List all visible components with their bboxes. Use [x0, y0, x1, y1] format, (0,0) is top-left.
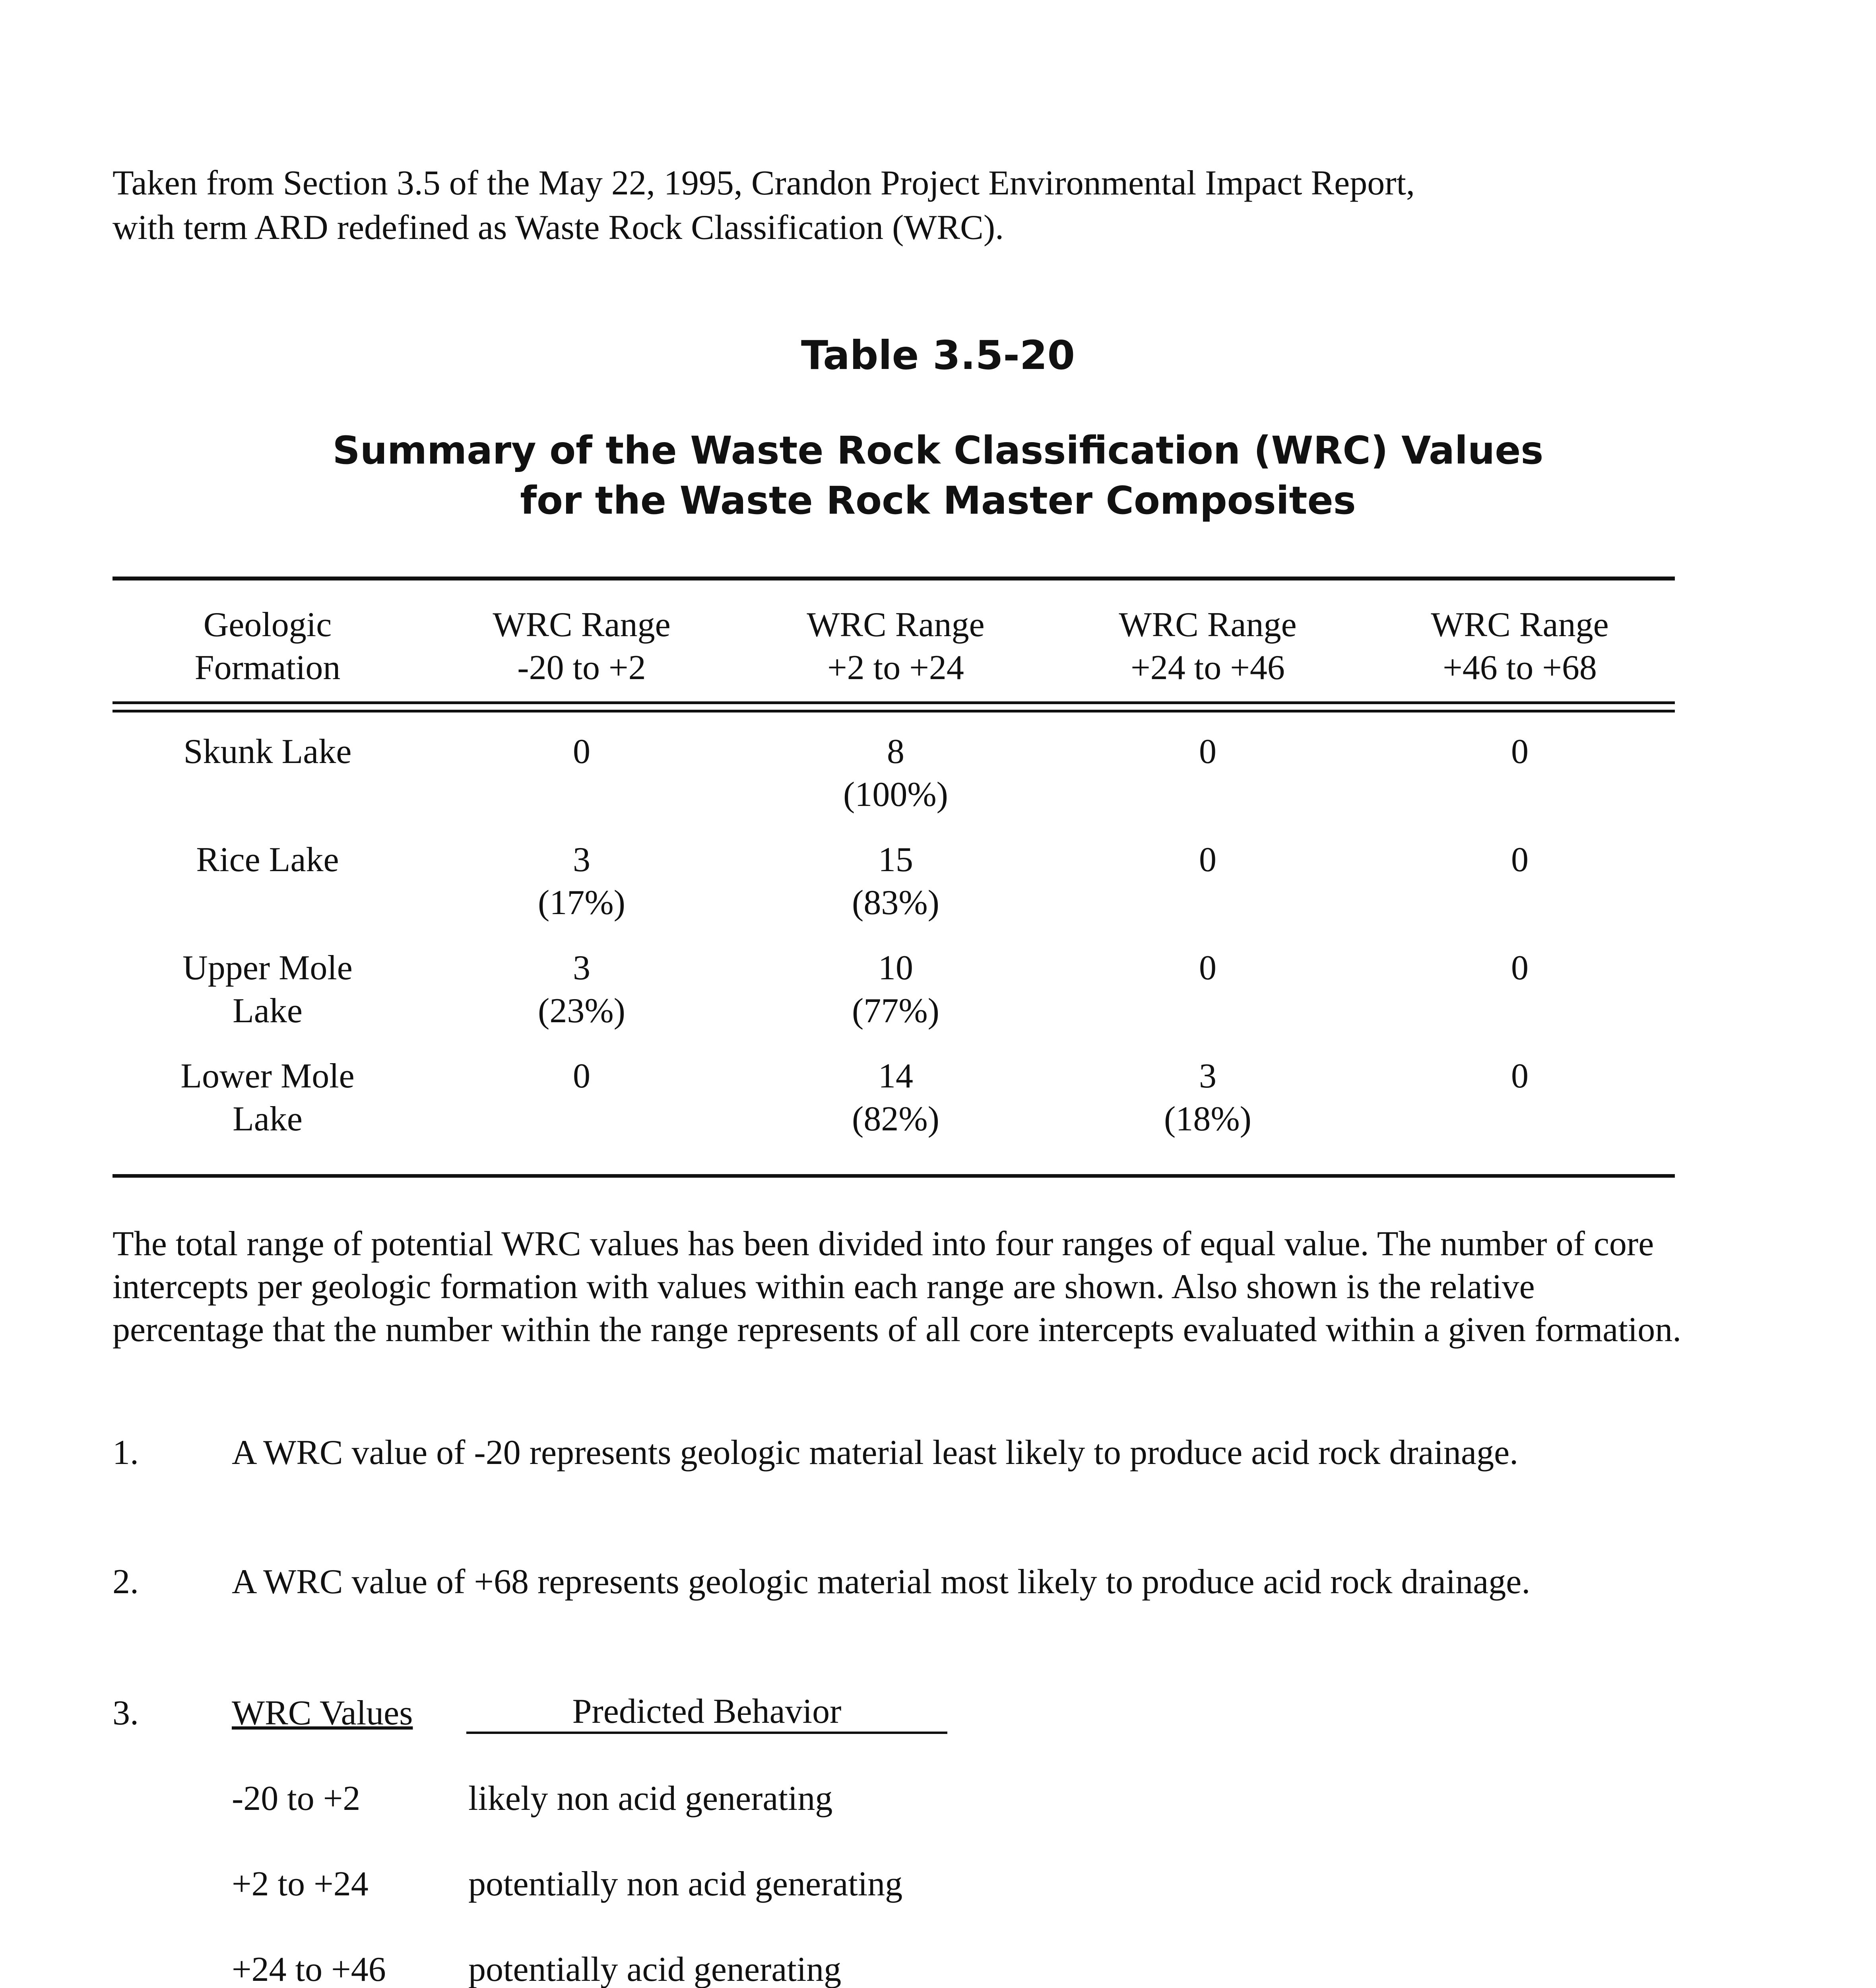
- count-value: 15: [878, 841, 913, 879]
- behavior-description: potentially non acid generating: [468, 1865, 903, 1903]
- behavior-range: +24 to +46: [232, 1950, 386, 1988]
- intro-line-2: with term ARD redefined as Waste Rock Classification (WRC).: [113, 208, 1004, 247]
- percent-value: (17%): [538, 883, 625, 922]
- header-line: -20 to +2: [517, 648, 646, 687]
- formation-cell: [113, 1055, 423, 1163]
- table-number: Table 3.5-20: [801, 332, 1075, 379]
- count-cell: [741, 947, 1051, 1055]
- header-line: WRC Range: [807, 606, 985, 644]
- count-cell: [741, 730, 1051, 839]
- count-value: 3: [1199, 1057, 1216, 1095]
- count-cell: [1051, 730, 1365, 839]
- formation-name-cont: Lake: [233, 992, 303, 1030]
- wrc-values-heading: WRC Values: [232, 1694, 413, 1732]
- percent-value: (23%): [538, 992, 625, 1030]
- count-value: 0: [1511, 841, 1529, 879]
- count-value: 0: [1511, 732, 1529, 771]
- note-text: A WRC value of -20 represents geologic material least likely to produce acid rock drainage.: [232, 1433, 1519, 1472]
- table-row: [113, 839, 1675, 947]
- header-line: +46 to +68: [1443, 648, 1597, 687]
- count-value: 0: [573, 732, 590, 771]
- count-value: 0: [1199, 949, 1216, 987]
- header-cell: [1365, 604, 1675, 689]
- note-number: 3.: [113, 1694, 139, 1732]
- note-number: 2.: [113, 1563, 139, 1601]
- count-cell: [423, 947, 741, 1055]
- formation-cell: [113, 839, 423, 947]
- table-bottom-rule: [113, 1174, 1675, 1178]
- percent-value: (82%): [852, 1100, 939, 1138]
- table-top-rule: [113, 577, 1675, 580]
- count-cell: [1051, 839, 1365, 947]
- count-value: 8: [887, 732, 904, 771]
- count-value: 10: [878, 949, 913, 987]
- count-value: 0: [1199, 841, 1216, 879]
- count-cell: [741, 839, 1051, 947]
- header-cell: [423, 604, 741, 689]
- count-cell: [1365, 947, 1675, 1055]
- header-line: WRC Range: [1431, 606, 1609, 644]
- count-cell: [1051, 1055, 1365, 1163]
- percent-value: (18%): [1164, 1100, 1251, 1138]
- formation-name: Upper Mole: [182, 949, 353, 987]
- count-cell: [423, 730, 741, 839]
- formation-name: Lower Mole: [180, 1057, 355, 1095]
- table-header-row: [113, 580, 1675, 701]
- behavior-table-header: [232, 1692, 842, 1735]
- intro-line-1: Taken from Section 3.5 of the May 22, 1995, Crandon Project Environmental Impact Report,: [113, 164, 1415, 202]
- count-cell: [1365, 730, 1675, 839]
- note-text: A WRC value of +68 represents geologic material most likely to produce acid rock drainage.: [232, 1563, 1531, 1601]
- count-value: 14: [878, 1057, 913, 1095]
- wrc-summary-table: [113, 577, 1675, 1178]
- table-row: [113, 947, 1675, 1055]
- behavior-range: -20 to +2: [232, 1779, 361, 1818]
- table-header-double-rule: [113, 701, 1675, 712]
- formation-name-cont: Lake: [233, 1100, 303, 1138]
- behavior-description: likely non acid generating: [468, 1779, 833, 1818]
- header-cell: [741, 604, 1051, 689]
- behavior-description: potentially acid generating: [468, 1950, 842, 1988]
- header-line: Formation: [194, 648, 341, 687]
- count-cell: [423, 839, 741, 947]
- header-cell: [113, 604, 423, 689]
- formation-name: Skunk Lake: [183, 732, 352, 771]
- count-value: 3: [573, 949, 590, 987]
- formation-name: Rice Lake: [196, 841, 339, 879]
- count-value: 0: [573, 1057, 590, 1095]
- intro-text: [113, 161, 1663, 250]
- formation-cell: [113, 947, 423, 1055]
- header-line: WRC Range: [493, 606, 671, 644]
- count-cell: [423, 1055, 741, 1163]
- percent-value: (100%): [843, 775, 948, 814]
- count-cell: [1365, 1055, 1675, 1163]
- count-value: 0: [1199, 732, 1216, 771]
- note-number: 1.: [113, 1433, 139, 1472]
- header-line: +2 to +24: [827, 648, 964, 687]
- count-value: 3: [573, 841, 590, 879]
- percent-value: (77%): [852, 992, 939, 1030]
- predicted-behavior-heading: Predicted Behavior: [466, 1692, 947, 1734]
- explanation-paragraph: The total range of potential WRC values has been divided into four ranges of equal value. The number of core intercepts per geologic formation with values within each range are shown. Also shown is the relative percentage that the number within the range represents of all core intercepts evaluated within a given formation.: [113, 1225, 1682, 1349]
- table-title-line-1: Summary of the Waste Rock Classification (WRC) Values: [332, 428, 1544, 473]
- table-title: [0, 425, 1876, 526]
- header-line: +24 to +46: [1131, 648, 1285, 687]
- count-cell: [1365, 839, 1675, 947]
- percent-value: (83%): [852, 883, 939, 922]
- header-cell: [1051, 604, 1365, 689]
- count-cell: [741, 1055, 1051, 1163]
- table-body: [113, 712, 1675, 1174]
- table-title-line-2: for the Waste Rock Master Composites: [520, 478, 1356, 523]
- formation-cell: [113, 730, 423, 839]
- behavior-range: +2 to +24: [232, 1865, 369, 1903]
- count-value: 0: [1511, 1057, 1529, 1095]
- table-row: [113, 1055, 1675, 1163]
- count-value: 0: [1511, 949, 1529, 987]
- count-cell: [1051, 947, 1365, 1055]
- table-row: [113, 730, 1675, 839]
- header-line: Geologic: [203, 606, 332, 644]
- header-line: WRC Range: [1119, 606, 1297, 644]
